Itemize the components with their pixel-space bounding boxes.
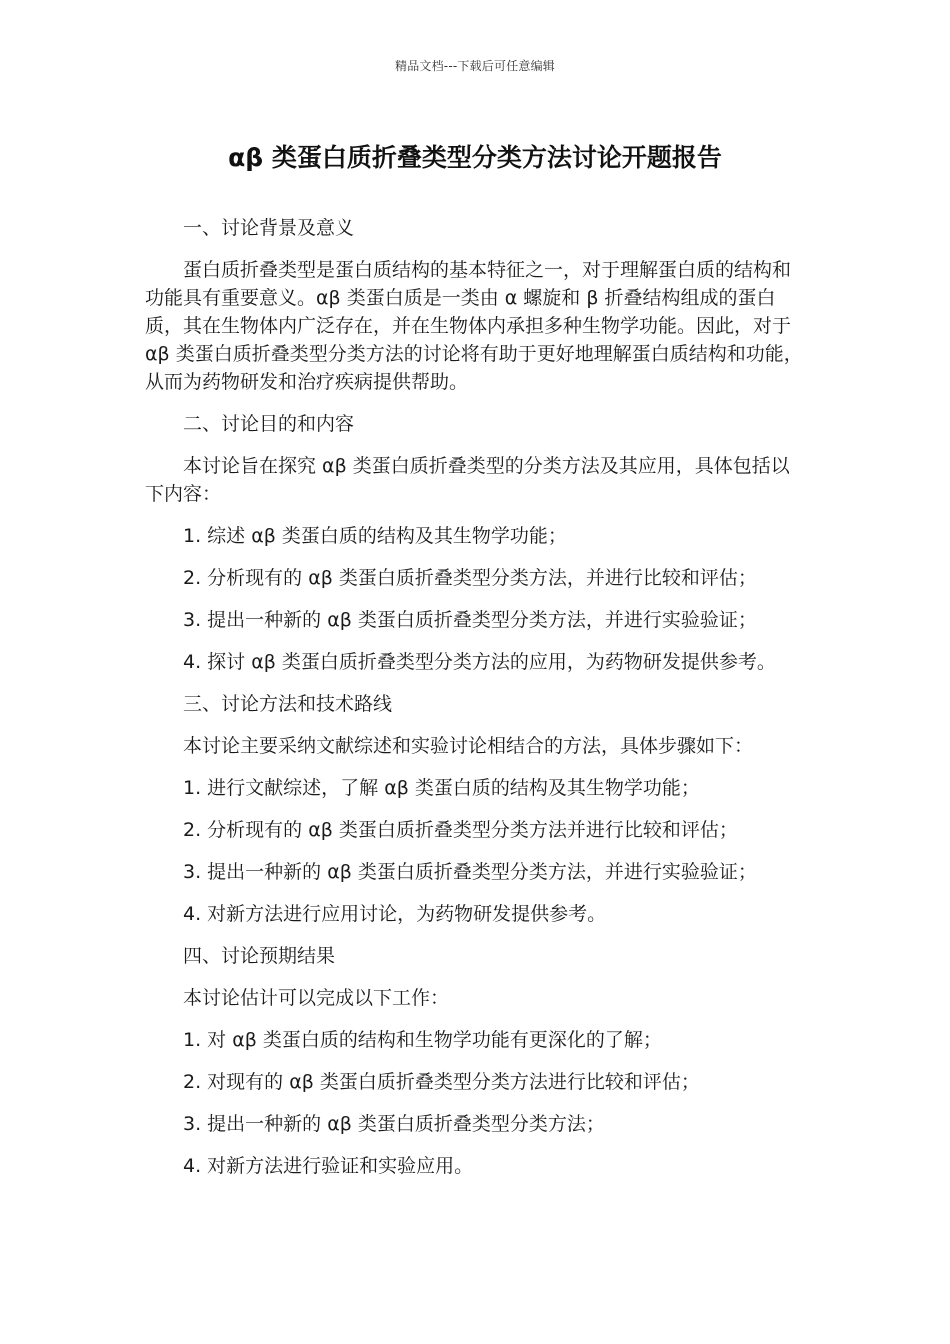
paragraph: 本讨论主要采纳文献综述和实验讨论相结合的方法，具体步骤如下： xyxy=(183,735,754,757)
list-item: 2. 对现有的 αβ 类蛋白质折叠类型分类方法进行比较和评估； xyxy=(183,1071,700,1093)
section-heading: 一、讨论背景及意义 xyxy=(183,217,355,239)
document-title: αβ 类蛋白质折叠类型分类方法讨论开题报告 xyxy=(228,143,722,172)
list-item: 1. 进行文献综述，了解 αβ 类蛋白质的结构及其生物学功能； xyxy=(183,777,700,799)
list-item: 3. 提出一种新的 αβ 类蛋白质折叠类型分类方法，并进行实验验证； xyxy=(183,861,757,883)
section-heading: 二、讨论目的和内容 xyxy=(183,413,355,435)
list-item: 4. 对新方法进行应用讨论，为药物研发提供参考。 xyxy=(183,903,607,925)
list-item: 4. 探讨 αβ 类蛋白质折叠类型分类方法的应用，为药物研发提供参考。 xyxy=(183,651,776,673)
list-item: 3. 提出一种新的 αβ 类蛋白质折叠类型分类方法； xyxy=(183,1113,605,1135)
paragraph: 本讨论旨在探究 αβ 类蛋白质折叠类型的分类方法及其应用，具体包括以下内容： xyxy=(145,455,790,505)
paragraph: 本讨论估计可以完成以下工作： xyxy=(183,987,450,1009)
list-item: 3. 提出一种新的 αβ 类蛋白质折叠类型分类方法，并进行实验验证； xyxy=(183,609,757,631)
list-item: 2. 分析现有的 αβ 类蛋白质折叠类型分类方法并进行比较和评估； xyxy=(183,819,738,841)
list-item: 2. 分析现有的 αβ 类蛋白质折叠类型分类方法，并进行比较和评估； xyxy=(183,567,757,589)
section-heading: 四、讨论预期结果 xyxy=(183,945,336,967)
paragraph: 蛋白质折叠类型是蛋白质结构的基本特征之一，对于理解蛋白质的结构和功能具有重要意义。αβ 类蛋白质是一类由 α 螺旋和 β 折叠结构组成的蛋白质，其在生物体内广泛存在，并在生物体内承担多种生物学功能。因此，对于 αβ 类蛋白质折叠类型分类方法的讨论将有助于更好地理解蛋白质结构和功能，从而为药物研发和治疗疾病提供帮助。 xyxy=(145,259,803,393)
section-heading: 三、讨论方法和技术路线 xyxy=(183,693,393,715)
list-item: 1. 对 αβ 类蛋白质的结构和生物学功能有更深化的了解； xyxy=(183,1029,662,1051)
page-header-note: 精品文档---下载后可任意编辑 xyxy=(395,59,555,73)
list-item: 1. 综述 αβ 类蛋白质的结构及其生物学功能； xyxy=(183,525,567,547)
list-item: 4. 对新方法进行验证和实验应用。 xyxy=(183,1155,474,1177)
document-body xyxy=(145,214,807,1194)
